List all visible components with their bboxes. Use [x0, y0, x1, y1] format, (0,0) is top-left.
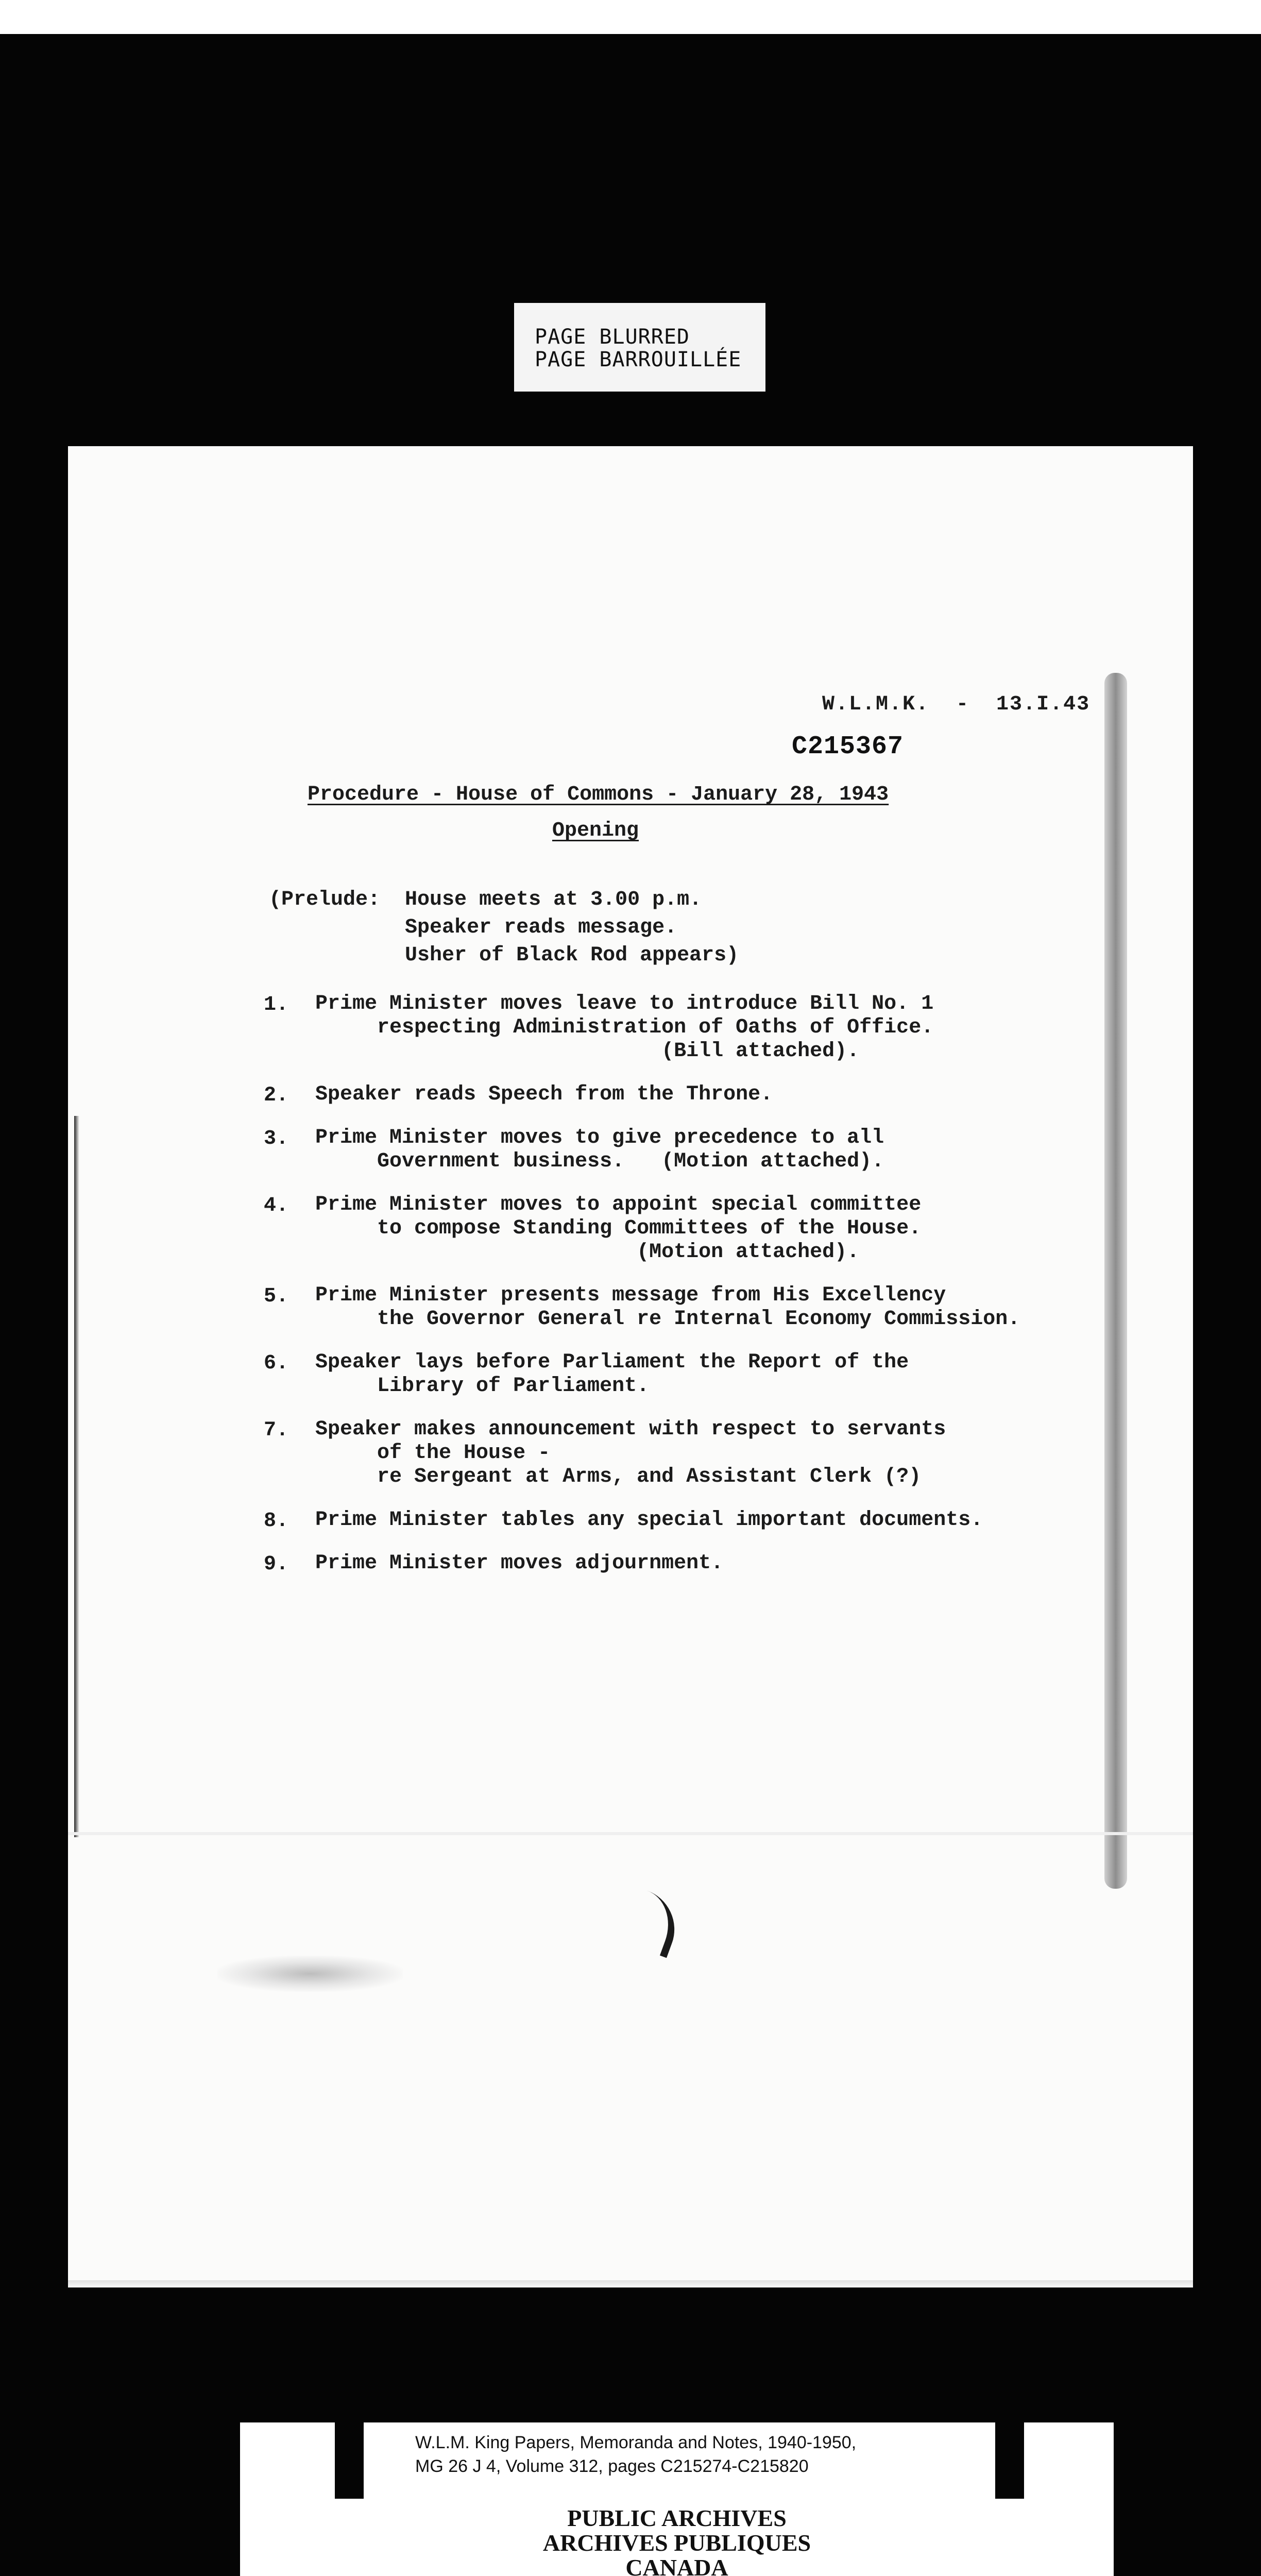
item-number: 6. — [264, 1352, 289, 1375]
list-item — [264, 1351, 1191, 1398]
document-subtitle: Opening — [552, 819, 639, 842]
top-border — [0, 0, 1261, 34]
item-number: 9. — [264, 1553, 289, 1576]
page-blurred-text-fr: PAGE BARROUILLÉE — [535, 348, 742, 371]
list-item — [264, 1126, 1191, 1174]
page-fold — [68, 1832, 1193, 1835]
item-text: Prime Minister tables any special important documents. — [315, 1509, 983, 1532]
pen-mark — [616, 1887, 686, 1958]
item-text: Prime Minister moves leave to introduce Bill No. 1 respecting Administration of Oaths of Office. (Bill attached). — [315, 992, 934, 1063]
archive-stamp-number: C215367 — [792, 732, 904, 761]
footer-citation: W.L.M. King Papers, Memoranda and Notes, 1940-1950, MG 26 J 4, Volume 312, pages C215274-C215820 — [415, 2433, 857, 2476]
item-number: 1. — [264, 993, 289, 1016]
item-text: Prime Minister moves to appoint special committee to compose Standing Committees of the House. (Motion attached). — [315, 1193, 922, 1264]
item-text: Speaker lays before Parliament the Report of the Library of Parliament. — [315, 1351, 909, 1398]
list-item — [264, 1509, 1191, 1532]
list-item — [264, 992, 1191, 1063]
item-text: Prime Minister moves adjournment. — [315, 1552, 724, 1575]
procedure-list — [264, 992, 1191, 1575]
page-blurred-text-en: PAGE BLURRED — [535, 325, 690, 349]
list-item — [264, 1552, 1191, 1575]
item-number: 5. — [264, 1285, 289, 1308]
item-text: Speaker makes announcement with respect to servants of the House - re Sergeant at Arms, and Assistant Clerk (?) — [315, 1418, 946, 1488]
archives-block — [240, 2506, 1114, 2576]
footer-notch-left — [335, 2422, 364, 2499]
document-reference: W.L.M.K. - 13.I.43 — [822, 693, 1090, 716]
archives-english: PUBLIC ARCHIVES — [567, 2505, 787, 2531]
list-item — [264, 1193, 1191, 1264]
archive-footer — [240, 2422, 1114, 2576]
archives-french: ARCHIVES PUBLIQUES — [542, 2530, 811, 2556]
smudge-mark — [217, 1956, 403, 1992]
item-number: 7. — [264, 1419, 289, 1442]
item-number: 8. — [264, 1510, 289, 1533]
item-number: 2. — [264, 1084, 289, 1107]
document-page — [68, 446, 1193, 2287]
item-text: Prime Minister presents message from His Excellency the Governor General re Internal Economy Commission. — [315, 1284, 1020, 1331]
item-number: 4. — [264, 1194, 289, 1217]
document-title: Procedure - House of Commons - January 28, 1943 — [308, 783, 889, 806]
item-text: Prime Minister moves to give precedence to all Government business. (Motion attached). — [315, 1126, 884, 1173]
list-item — [264, 1284, 1191, 1331]
footer-notch-right — [995, 2422, 1024, 2499]
page-blurred-label — [514, 303, 765, 392]
list-item — [264, 1083, 1191, 1107]
item-number: 3. — [264, 1127, 289, 1150]
list-item — [264, 1418, 1191, 1489]
item-text: Speaker reads Speech from the Throne. — [315, 1083, 773, 1106]
page-edge-shadow — [74, 1116, 79, 1837]
archives-country: CANADA — [625, 2554, 728, 2576]
prelude-block: (Prelude: House meets at 3.00 p.m. Speaker reads message. Usher of Black Rod appears) — [269, 888, 739, 967]
